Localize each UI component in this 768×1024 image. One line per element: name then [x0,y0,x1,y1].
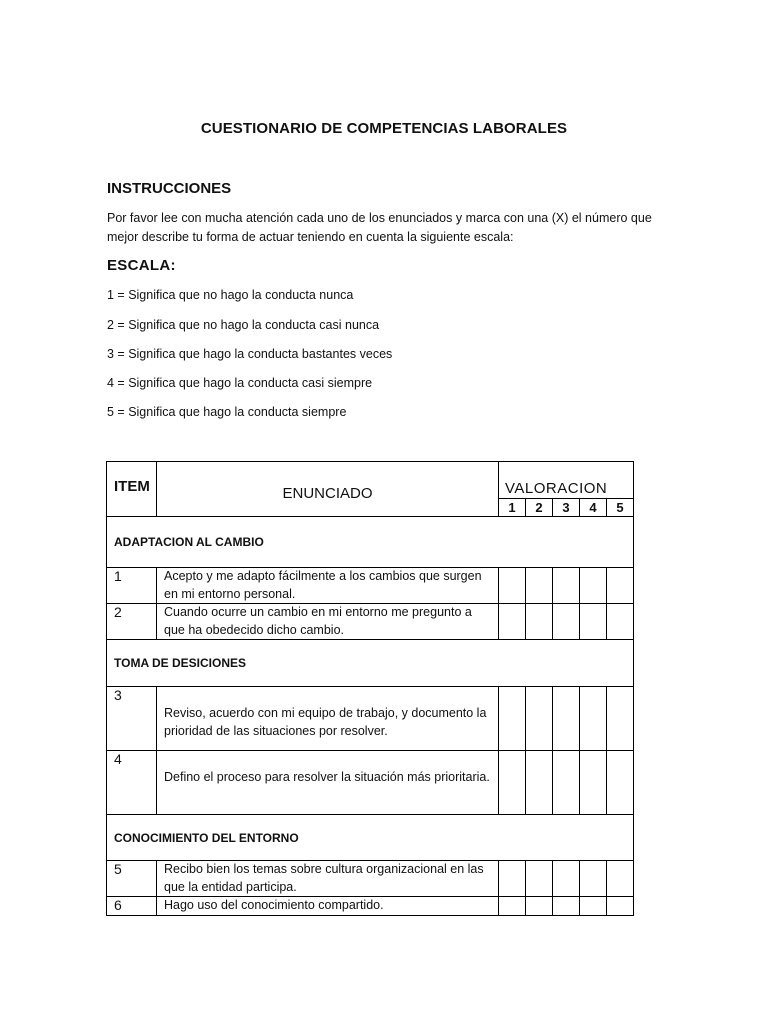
item-number: 4 [107,751,157,815]
rating-value-header: 4 [580,499,607,517]
rating-cell[interactable] [526,687,553,751]
rating-cell[interactable] [499,861,526,897]
scale-item: 2 = Significa que no hago la conducta casi nunca [107,318,380,332]
rating-cell[interactable] [553,604,580,640]
rating-cell[interactable] [580,604,607,640]
rating-cell[interactable] [580,687,607,751]
rating-cell[interactable] [580,897,607,916]
rating-column-header: VALORACION [499,462,634,499]
item-number: 6 [107,897,157,916]
rating-value-header: 1 [499,499,526,517]
table-row [107,861,634,897]
instructions-heading: INSTRUCCIONES [107,180,232,197]
statement-text: Cuando ocurre un cambio en mi entorno me pregunto a que ha obedecido dicho cambio. [157,604,499,640]
instructions-text: Por favor lee con mucha atención cada uno de los enunciados y marca con una (X) el número que mejor describe tu forma de actuar teniendo en cuenta la siguiente escala: [107,211,652,244]
rating-cell[interactable] [526,568,553,604]
rating-cell[interactable] [607,751,634,815]
statement-text: Hago uso del conocimiento compartido. [157,897,499,916]
section-header: TOMA DE DESICIONES [107,640,634,687]
rating-cell[interactable] [607,861,634,897]
rating-cell[interactable] [499,687,526,751]
rating-cell[interactable] [607,604,634,640]
rating-cell[interactable] [580,568,607,604]
item-number: 2 [107,604,157,640]
scale-heading: ESCALA: [107,257,176,274]
questionnaire-table [106,461,634,916]
item-number: 1 [107,568,157,604]
rating-value-header: 2 [526,499,553,517]
rating-value-header: 3 [553,499,580,517]
rating-cell[interactable] [499,897,526,916]
rating-cell[interactable] [607,568,634,604]
statement-text: Acepto y me adapto fácilmente a los cambios que surgen en mi entorno personal. [157,568,499,604]
rating-value-header: 5 [607,499,634,517]
rating-cell[interactable] [499,604,526,640]
scale-item: 5 = Significa que hago la conducta siempre [107,405,347,419]
table-row [107,751,634,815]
statement-column-header: ENUNCIADO [157,462,499,517]
item-column-header: ITEM [107,462,157,517]
rating-cell[interactable] [580,751,607,815]
scale-item: 4 = Significa que hago la conducta casi siempre [107,376,373,390]
section-header: ADAPTACION AL CAMBIO [107,517,634,568]
table-row [107,568,634,604]
statement-text: Defino el proceso para resolver la situación más prioritaria. [157,751,499,815]
scale-item: 1 = Significa que no hago la conducta nunca [107,288,354,302]
rating-cell[interactable] [553,751,580,815]
statement-text: Recibo bien los temas sobre cultura organizacional en las que la entidad participa. [157,861,499,897]
rating-cell[interactable] [553,568,580,604]
rating-cell[interactable] [553,897,580,916]
rating-cell[interactable] [499,751,526,815]
rating-cell[interactable] [526,861,553,897]
rating-cell[interactable] [526,897,553,916]
item-number: 3 [107,687,157,751]
rating-cell[interactable] [499,568,526,604]
table-row [107,897,634,916]
rating-cell[interactable] [607,897,634,916]
rating-cell[interactable] [526,751,553,815]
document-title: CUESTIONARIO DE COMPETENCIAS LABORALES [200,120,568,137]
section-header: CONOCIMIENTO DEL ENTORNO [107,815,634,861]
rating-cell[interactable] [607,687,634,751]
rating-cell[interactable] [553,861,580,897]
rating-cell[interactable] [526,604,553,640]
table-row [107,687,634,751]
table-row [107,604,634,640]
rating-cell[interactable] [580,861,607,897]
scale-item: 3 = Significa que hago la conducta bastantes veces [107,347,393,361]
item-number: 5 [107,861,157,897]
rating-cell[interactable] [553,687,580,751]
statement-text: Reviso, acuerdo con mi equipo de trabajo, y documento la prioridad de las situaciones por resolver. [157,687,499,751]
